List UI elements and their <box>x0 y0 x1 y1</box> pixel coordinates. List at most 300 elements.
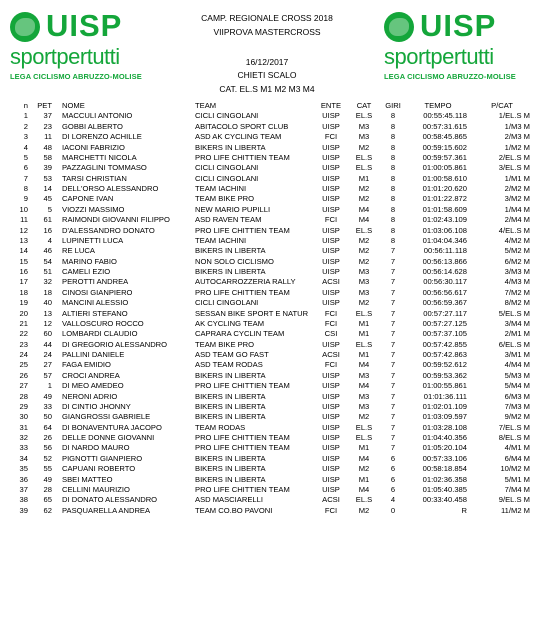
cell-name: DI LORENZO ACHILLE <box>62 132 142 142</box>
cell-team: CICLI CINGOLANI <box>195 298 259 308</box>
cell-cat: M1 <box>358 329 370 339</box>
cell-ente: ACSI <box>322 350 340 359</box>
cell-bib: 27 <box>43 360 52 370</box>
cell-name: PALLINI DANIELE <box>62 350 125 359</box>
cell-name: DI MEO AMEDEO <box>62 381 124 391</box>
cell-name: DI CINTIO JHONNY <box>62 401 131 411</box>
cell-position: 24 <box>19 350 28 359</box>
cell-name: CAPONE IVAN <box>62 194 114 204</box>
cell-bib: 16 <box>43 225 52 235</box>
cell-ente: FCI <box>324 308 338 318</box>
cell-giri: 7 <box>390 267 396 276</box>
cell-position: 28 <box>19 391 28 401</box>
cell-giri: 7 <box>390 381 396 391</box>
cell-cat: EL.S <box>355 225 373 235</box>
cell-tempo: 00:59:52.612 <box>422 360 467 370</box>
cell-team: TEAM BIKE PRO <box>195 339 255 349</box>
cell-bib: 44 <box>43 339 52 349</box>
cell-cat: EL.S <box>355 163 373 173</box>
cell-cat: EL.S <box>355 308 373 318</box>
cell-team: ASD AK CYCLING TEAM <box>195 132 282 142</box>
cell-tempo: 00:57:31.615 <box>422 121 467 131</box>
cell-giri: 8 <box>390 111 396 121</box>
cell-tempo: 00:55:45.118 <box>423 111 467 121</box>
cell-bib: 14 <box>43 184 52 193</box>
cell-giri: 8 <box>390 194 396 204</box>
table-row <box>0 340 534 350</box>
cell-tempo: 00:56:11.118 <box>423 246 467 256</box>
cell-cat: M4 <box>358 453 370 463</box>
cell-cat: M2 <box>358 246 370 256</box>
cell-team: SESSAN BIKE SPORT E NATUR <box>195 308 309 318</box>
cell-bib: 37 <box>43 111 52 121</box>
cell-team: NEW MARIO PUPILLI <box>195 204 271 214</box>
cell-ente: UISP <box>322 173 340 183</box>
cell-tempo: 01:02:43.109 <box>422 215 467 225</box>
cell-giri: 7 <box>390 350 396 359</box>
table-row <box>0 423 534 433</box>
col-header-tempo: TEMPO <box>424 101 452 110</box>
cell-pcat: 3/M4 M <box>504 318 530 328</box>
cell-bib: 11 <box>44 132 52 142</box>
cell-ente: UISP <box>322 204 340 214</box>
cell-tempo: 01:02:36.358 <box>422 474 467 484</box>
table-row <box>0 246 534 256</box>
cell-name: ALTIERI STEFANO <box>62 308 128 318</box>
logo-brand: UISP <box>420 8 497 43</box>
cell-pcat: 5/M3 M <box>504 370 530 380</box>
table-row <box>0 132 534 142</box>
cell-pcat: 7/M3 M <box>504 401 530 411</box>
cell-pcat: 6/M4 M <box>504 453 530 463</box>
cell-ente: UISP <box>322 152 340 162</box>
cell-giri: 8 <box>390 225 396 235</box>
results-table <box>0 101 534 516</box>
cell-ente: UISP <box>322 422 340 432</box>
cell-position: 21 <box>19 318 28 328</box>
table-row <box>0 163 534 173</box>
cell-pcat: 3/EL.S M <box>498 163 530 173</box>
cell-name: MANCINI ALESSIO <box>62 298 129 308</box>
cell-pcat: 9/EL.S M <box>498 495 530 505</box>
cell-tempo: 01:05:40.385 <box>422 484 467 494</box>
cell-team: CICLI CINGOLANI <box>195 173 259 183</box>
table-row <box>0 495 534 505</box>
cell-name: RE LUCA <box>62 246 95 256</box>
cell-cat: M2 <box>358 412 370 422</box>
table-row <box>0 506 534 516</box>
cell-giri: 7 <box>390 308 396 318</box>
cell-pcat: 4/M4 M <box>504 360 530 370</box>
cell-giri: 7 <box>390 443 396 453</box>
cell-ente: UISP <box>322 381 340 391</box>
table-row <box>0 464 534 474</box>
cell-team: AUTOCARROZZERIA RALLY <box>195 277 296 287</box>
cell-cat: M3 <box>358 121 370 131</box>
cell-bib: 4 <box>47 235 52 245</box>
cell-name: GIANGROSSI GABRIELE <box>62 412 151 422</box>
table-row <box>0 412 534 422</box>
table-row <box>0 184 534 194</box>
cell-ente: UISP <box>322 267 340 276</box>
cell-position: 25 <box>19 360 28 370</box>
cell-tempo: 01:00:55.861 <box>422 381 467 391</box>
cell-ente: UISP <box>322 484 340 494</box>
cell-bib: 28 <box>43 484 52 494</box>
cell-ente: UISP <box>322 246 340 256</box>
cell-tempo: 00:58:45.865 <box>422 132 467 142</box>
cell-position: 4 <box>23 142 28 152</box>
cell-pcat: 1/M4 M <box>504 204 530 214</box>
table-row <box>0 153 534 163</box>
cell-ente: UISP <box>322 412 340 422</box>
cell-team: BIKERS IN LIBERTA <box>195 474 266 484</box>
cell-pcat: 10/M2 M <box>500 464 530 474</box>
cell-ente: FCI <box>324 132 338 142</box>
cell-cat: M2 <box>358 235 370 245</box>
cell-cat: M2 <box>358 194 370 204</box>
cell-cat: EL.S <box>355 422 373 432</box>
cell-position: 18 <box>19 287 28 297</box>
cell-position: 34 <box>19 453 28 463</box>
col-header-n: n <box>23 101 28 110</box>
cell-pcat: 1/EL.S M <box>498 111 530 121</box>
cell-ente: UISP <box>322 235 340 245</box>
cell-giri: 6 <box>390 474 396 484</box>
cell-giri: 8 <box>390 142 396 152</box>
cell-pcat: 5/EL.S M <box>498 308 530 318</box>
cell-giri: 0 <box>390 505 396 515</box>
cell-name: DI BONAVENTURA JACOPO <box>62 422 162 432</box>
cell-ente: UISP <box>322 339 340 349</box>
cell-pcat: 1/M3 M <box>504 121 530 131</box>
cell-position: 30 <box>19 412 28 422</box>
cell-ente: UISP <box>322 370 340 380</box>
cell-giri: 7 <box>390 370 396 380</box>
cell-team: AK CYCLING TEAM <box>195 318 265 328</box>
cell-giri: 8 <box>390 215 396 225</box>
cell-bib: 23 <box>43 121 52 131</box>
col-header-team: TEAM <box>195 101 217 110</box>
cell-giri: 7 <box>390 422 396 432</box>
cell-team: BIKERS IN LIBERTA <box>195 401 266 411</box>
cell-cat: M2 <box>358 184 370 193</box>
table-row <box>0 205 534 215</box>
cell-name: CINOSI GIANPIERO <box>62 287 133 297</box>
cell-position: 8 <box>23 184 28 193</box>
cell-position: 31 <box>19 422 28 432</box>
table-row <box>0 226 534 236</box>
cell-bib: 18 <box>43 287 52 297</box>
cell-giri: 8 <box>390 173 396 183</box>
cell-name: FAGA EMIDIO <box>62 360 111 370</box>
cell-tempo: 00:56:59.367 <box>422 298 467 308</box>
col-header-ente: ENTE <box>320 101 342 110</box>
cell-tempo: 01:03:09.597 <box>422 412 467 422</box>
cell-team: ASD TEAM RODAS <box>195 360 263 370</box>
cell-pcat: 5/M4 M <box>504 381 530 391</box>
table-row <box>0 174 534 184</box>
logo-brand: UISP <box>46 8 123 43</box>
cell-ente: ACSI <box>322 277 340 287</box>
cell-giri: 6 <box>390 464 396 474</box>
event-location: CHIETI SCALO <box>237 70 297 80</box>
cell-team: BIKERS IN LIBERTA <box>195 246 266 256</box>
cell-bib: 39 <box>43 163 52 173</box>
cell-team: TEAM BIKE PRO <box>195 194 255 204</box>
cell-giri: 8 <box>390 152 396 162</box>
cell-tempo: 00:59:15.602 <box>422 142 467 152</box>
cell-cat: M2 <box>358 256 370 266</box>
table-body <box>0 111 534 516</box>
cell-team: PRO LIFE CHITTIEN TEAM <box>195 287 290 297</box>
cell-name: CAMELI EZIO <box>62 267 111 276</box>
cell-tempo: 00:59:53.362 <box>422 370 467 380</box>
cell-pcat: 5/M2 M <box>504 246 530 256</box>
cell-bib: 53 <box>43 173 52 183</box>
cell-bib: 5 <box>47 204 52 214</box>
cell-bib: 64 <box>43 422 52 432</box>
cell-team: CAPRARA CYCLIN TEAM <box>195 329 285 339</box>
cell-team: ASD TEAM GO FAST <box>195 350 269 359</box>
cell-bib: 46 <box>43 246 52 256</box>
cell-tempo: 01:04:40.356 <box>422 433 467 442</box>
cell-position: 20 <box>19 308 28 318</box>
cell-ente: FCI <box>324 505 338 515</box>
cell-giri: 7 <box>390 401 396 411</box>
cell-cat: M2 <box>358 298 370 308</box>
cell-cat: M4 <box>358 381 370 391</box>
cell-bib: 49 <box>43 474 52 484</box>
cell-cat: EL.S <box>355 495 373 505</box>
cell-bib: 26 <box>43 433 52 442</box>
cell-position: 23 <box>19 339 28 349</box>
col-header-pcat: P/CAT <box>491 101 513 110</box>
cell-name: PASQUARELLA ANDREA <box>62 505 151 515</box>
cell-team: ASD MASCIARELLI <box>195 495 263 505</box>
cell-team: TEAM IACHINI <box>195 235 247 245</box>
table-row <box>0 111 534 121</box>
table-row <box>0 143 534 153</box>
cell-ente: UISP <box>322 111 340 121</box>
cell-name: TARSI CHRISTIAN <box>62 173 127 183</box>
cell-tempo: 01:02:01.109 <box>422 401 467 411</box>
cell-cat: M3 <box>358 267 370 276</box>
cell-pcat: 6/M3 M <box>504 391 530 401</box>
cell-giri: 6 <box>390 484 396 494</box>
logo-subtitle: sportpertutti <box>384 44 494 69</box>
cell-team: PRO LIFE CHITTIEN TEAM <box>195 381 290 391</box>
cell-position: 39 <box>19 505 28 515</box>
logo-lega: LEGA CICLISMO ABRUZZO-MOLISE <box>384 72 516 81</box>
cell-cat: M4 <box>358 484 370 494</box>
cell-position: 12 <box>19 225 28 235</box>
cell-bib: 56 <box>43 443 52 453</box>
cell-position: 29 <box>19 401 28 411</box>
cell-pcat: 5/M1 M <box>504 474 530 484</box>
cell-tempo: 01:05:20.104 <box>422 443 467 453</box>
cell-position: 19 <box>19 298 28 308</box>
cell-position: 36 <box>19 474 28 484</box>
cell-giri: 4 <box>390 495 396 505</box>
cell-team: PRO LIFE CHITTIEN TEAM <box>195 484 290 494</box>
cell-ente: UISP <box>322 401 340 411</box>
table-row <box>0 309 534 319</box>
cell-giri: 7 <box>390 433 396 442</box>
cell-name: GOBBI ALBERTO <box>62 121 123 131</box>
cell-ente: UISP <box>322 142 340 152</box>
cell-position: 35 <box>19 464 28 474</box>
cell-team: BIKERS IN LIBERTA <box>195 453 266 463</box>
cell-pcat: 3/M1 M <box>504 350 530 359</box>
cell-team: PRO LIFE CHITTIEN TEAM <box>195 225 290 235</box>
cell-name: MACCULI ANTONIO <box>62 111 133 121</box>
cell-team: BIKERS IN LIBERTA <box>195 142 266 152</box>
cell-ente: UISP <box>322 163 340 173</box>
cell-bib: 33 <box>43 401 52 411</box>
cell-giri: 7 <box>390 329 396 339</box>
table-header <box>0 101 534 111</box>
cell-bib: 58 <box>43 152 52 162</box>
cell-ente: UISP <box>322 225 340 235</box>
cell-tempo: 00:56:30.117 <box>423 277 467 287</box>
cell-team: TEAM IACHINI <box>195 184 247 193</box>
cell-bib: 50 <box>43 412 52 422</box>
cell-tempo: 01:00:05.861 <box>422 163 467 173</box>
cell-position: 10 <box>19 204 28 214</box>
cell-tempo: 00:57:27.117 <box>423 308 467 318</box>
cell-pcat: 2/M2 M <box>504 184 530 193</box>
cell-cat: M3 <box>358 391 370 401</box>
cell-pcat: 2/M3 M <box>504 132 530 142</box>
cell-cat: EL.S <box>355 111 373 121</box>
table-row <box>0 475 534 485</box>
cell-name: DI NARDO MAURO <box>62 443 130 453</box>
table-row <box>0 485 534 495</box>
cell-pcat: 3/M3 M <box>504 267 530 276</box>
cell-ente: UISP <box>322 121 340 131</box>
cell-giri: 8 <box>390 132 396 142</box>
cell-ente: UISP <box>322 474 340 484</box>
cell-team: NON SOLO CICLISMO <box>195 256 274 266</box>
cell-bib: 24 <box>43 350 52 359</box>
cell-giri: 7 <box>390 391 396 401</box>
cell-position: 5 <box>23 152 28 162</box>
cell-ente: UISP <box>322 453 340 463</box>
cell-pcat: 4/EL.S M <box>498 225 530 235</box>
cell-pcat: 11/M2 M <box>501 505 530 515</box>
logo-subtitle: sportpertutti <box>10 44 120 69</box>
cell-ente: UISP <box>322 194 340 204</box>
cell-name: CROCI ANDREA <box>62 370 120 380</box>
event-categories: CAT. EL.S M1 M2 M3 M4 <box>219 84 315 94</box>
table-row <box>0 194 534 204</box>
cell-tempo: 00:33:40.458 <box>422 495 467 505</box>
table-row <box>0 360 534 370</box>
col-header-pet: PET <box>37 101 52 110</box>
cell-cat: M3 <box>358 132 370 142</box>
cell-position: 9 <box>23 194 28 204</box>
cell-position: 15 <box>19 256 28 266</box>
cell-bib: 51 <box>43 267 52 276</box>
cell-bib: 57 <box>43 370 52 380</box>
cell-name: DELLE DONNE GIOVANNI <box>62 433 155 442</box>
cell-giri: 8 <box>390 235 396 245</box>
table-row <box>0 392 534 402</box>
event-subtitle: VIIPROVA MASTERCROSS <box>213 27 321 37</box>
cell-name: LOMBARDI CLAUDIO <box>62 329 138 339</box>
cell-position: 3 <box>23 132 28 142</box>
cell-position: 2 <box>23 121 28 131</box>
cell-giri: 7 <box>390 246 396 256</box>
cell-team: PRO LIFE CHITTIEN TEAM <box>195 433 290 442</box>
cell-pcat: 8/EL.S M <box>498 433 530 442</box>
cell-name: IACONI FABRIZIO <box>62 142 125 152</box>
cell-position: 17 <box>19 277 28 287</box>
table-row <box>0 277 534 287</box>
cell-tempo: 01:01:58.609 <box>422 204 467 214</box>
cell-name: RAIMONDI GIOVANNI FILIPPO <box>62 215 170 225</box>
cell-cat: M4 <box>358 215 370 225</box>
cell-position: 38 <box>19 495 28 505</box>
cell-cat: M2 <box>358 142 370 152</box>
cell-tempo: 00:59:57.361 <box>422 152 467 162</box>
cell-cat: M3 <box>358 370 370 380</box>
cell-ente: CSI <box>324 329 338 339</box>
cell-tempo: 00:58:18.854 <box>422 464 467 474</box>
table-row <box>0 433 534 443</box>
cell-pcat: 2/EL.S M <box>498 152 530 162</box>
cell-cat: M1 <box>358 173 370 183</box>
cell-position: 11 <box>20 215 28 225</box>
cell-ente: UISP <box>322 184 340 193</box>
cell-ente: UISP <box>322 391 340 401</box>
cell-cat: M1 <box>358 318 370 328</box>
cell-tempo: 00:57:37.105 <box>422 329 467 339</box>
cell-cat: EL.S <box>355 433 373 442</box>
cell-pcat: 4/M2 M <box>504 235 530 245</box>
event-date: 16/12/2017 <box>245 57 289 67</box>
cell-bib: 65 <box>43 495 52 505</box>
cell-pcat: 1/M2 M <box>504 142 530 152</box>
cell-tempo: R <box>461 505 467 515</box>
cell-pcat: 8/M2 M <box>504 298 530 308</box>
cell-team: BIKERS IN LIBERTA <box>195 464 266 474</box>
cell-position: 7 <box>23 173 28 183</box>
table-row <box>0 122 534 132</box>
cell-name: SBEI MATTEO <box>62 474 113 484</box>
cell-position: 37 <box>19 484 28 494</box>
cell-bib: 60 <box>43 329 52 339</box>
cell-position: 1 <box>23 111 28 121</box>
table-row <box>0 350 534 360</box>
cell-tempo: 01:03:28.108 <box>422 422 467 432</box>
cell-pcat: 7/EL.S M <box>498 422 530 432</box>
cell-tempo: 01:01:22.872 <box>422 194 467 204</box>
cell-team: TEAM CO.BO PAVONI <box>195 505 273 515</box>
col-header-nome: NOME <box>62 101 85 110</box>
cell-giri: 8 <box>390 163 396 173</box>
cell-giri: 7 <box>390 339 396 349</box>
cell-bib: 1 <box>47 381 52 391</box>
table-row <box>0 257 534 267</box>
cell-giri: 6 <box>390 453 396 463</box>
cell-position: 14 <box>19 246 28 256</box>
cell-cat: EL.S <box>355 152 373 162</box>
cell-tempo: 01:00:58.610 <box>422 173 467 183</box>
cell-team: BIKERS IN LIBERTA <box>195 391 266 401</box>
cell-position: 22 <box>19 329 28 339</box>
